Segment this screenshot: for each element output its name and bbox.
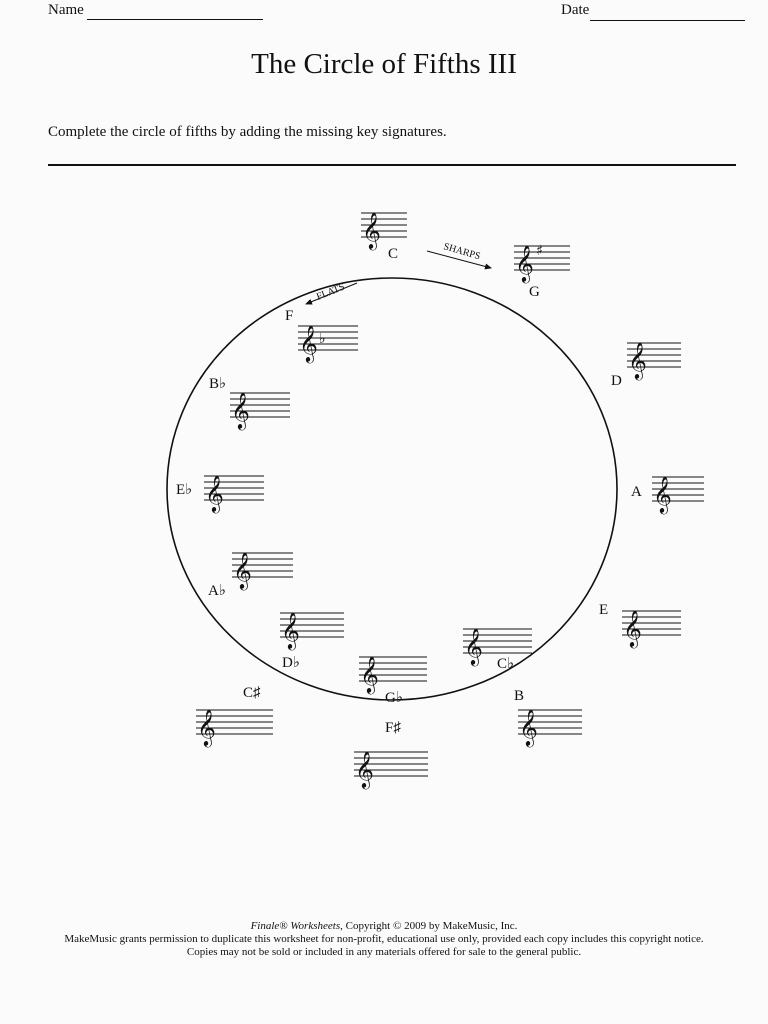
staff-c[interactable] <box>361 211 407 250</box>
staff-eflat[interactable] <box>204 474 264 513</box>
key-label-gflat: G♭ <box>385 690 403 706</box>
treble-clef-icon: 𝄞 <box>355 750 374 788</box>
key-label-bflat: B♭ <box>209 376 227 392</box>
sharps-annotation: SHARPS <box>442 241 482 263</box>
treble-clef-icon: 𝄞 <box>515 244 534 282</box>
treble-clef-icon: 𝄞 <box>197 708 216 746</box>
treble-clef-icon: 𝄞 <box>233 551 252 589</box>
footer-permission: MakeMusic grants permission to duplicate this worksheet for non-profit, educational use only, provided each copy includes this copyright notice. <box>64 933 704 945</box>
staff-aflat[interactable] <box>232 551 293 590</box>
key-label-aflat: A♭ <box>208 583 226 599</box>
staff-d[interactable] <box>627 341 681 380</box>
staff-bflat[interactable] <box>230 391 290 430</box>
staff-gflat[interactable] <box>359 655 427 694</box>
treble-clef-icon: 𝄞 <box>360 655 379 693</box>
treble-clef-icon: 𝄞 <box>205 474 224 512</box>
staff-b[interactable] <box>518 708 582 747</box>
treble-clef-icon: 𝄞 <box>281 611 300 649</box>
treble-clef-icon: 𝄞 <box>231 391 250 429</box>
staff-g[interactable] <box>514 243 570 283</box>
copyright-footer <box>0 920 768 959</box>
flats-annotation: FLATS <box>315 281 347 303</box>
staff-e[interactable] <box>622 609 681 648</box>
page-title: The Circle of Fifths III <box>251 48 517 80</box>
treble-clef-icon: 𝄞 <box>623 609 642 647</box>
treble-clef-icon: 𝄞 <box>628 341 647 379</box>
treble-clef-icon: 𝄞 <box>464 627 483 665</box>
key-label-f: F <box>285 308 294 324</box>
key-label-fsharp: F♯ <box>385 720 401 736</box>
key-label-g: G <box>529 284 540 300</box>
staff-a[interactable] <box>652 475 704 514</box>
treble-clef-icon: 𝄞 <box>653 475 672 513</box>
key-label-a: A <box>631 484 642 500</box>
key-label-c: C <box>388 246 399 262</box>
instructions-text: Complete the circle of fifths by adding the missing key signatures. <box>48 124 447 140</box>
key-label-d: D <box>611 373 622 389</box>
key-signature: ♭ <box>319 331 326 347</box>
key-label-e: E <box>599 602 609 618</box>
footer-restriction: Copies may not be sold or included in any materials offered for sale to the general public. <box>186 946 582 958</box>
staff-dflat[interactable] <box>280 611 344 650</box>
key-label-cflat: C♭ <box>497 656 515 672</box>
key-label-b: B <box>514 688 525 704</box>
name-label: Name <box>48 2 84 18</box>
treble-clef-icon: 𝄞 <box>519 708 538 746</box>
key-signature: ♯ <box>536 243 543 259</box>
staff-csharp[interactable] <box>196 708 273 747</box>
footer-copyright: , Copyright © 2009 by MakeMusic, Inc. <box>340 920 518 932</box>
date-label: Date <box>561 2 590 18</box>
circle-outline <box>167 278 617 700</box>
key-label-dflat: D♭ <box>282 655 300 671</box>
staff-fsharp[interactable] <box>354 750 428 789</box>
footer-brand: Finale® Worksheets <box>250 920 341 932</box>
treble-clef-icon: 𝄞 <box>362 211 381 249</box>
staff-f[interactable] <box>298 324 358 363</box>
key-label-csharp: C♯ <box>243 685 261 701</box>
key-label-eflat: E♭ <box>176 482 193 498</box>
treble-clef-icon: 𝄞 <box>299 324 318 362</box>
